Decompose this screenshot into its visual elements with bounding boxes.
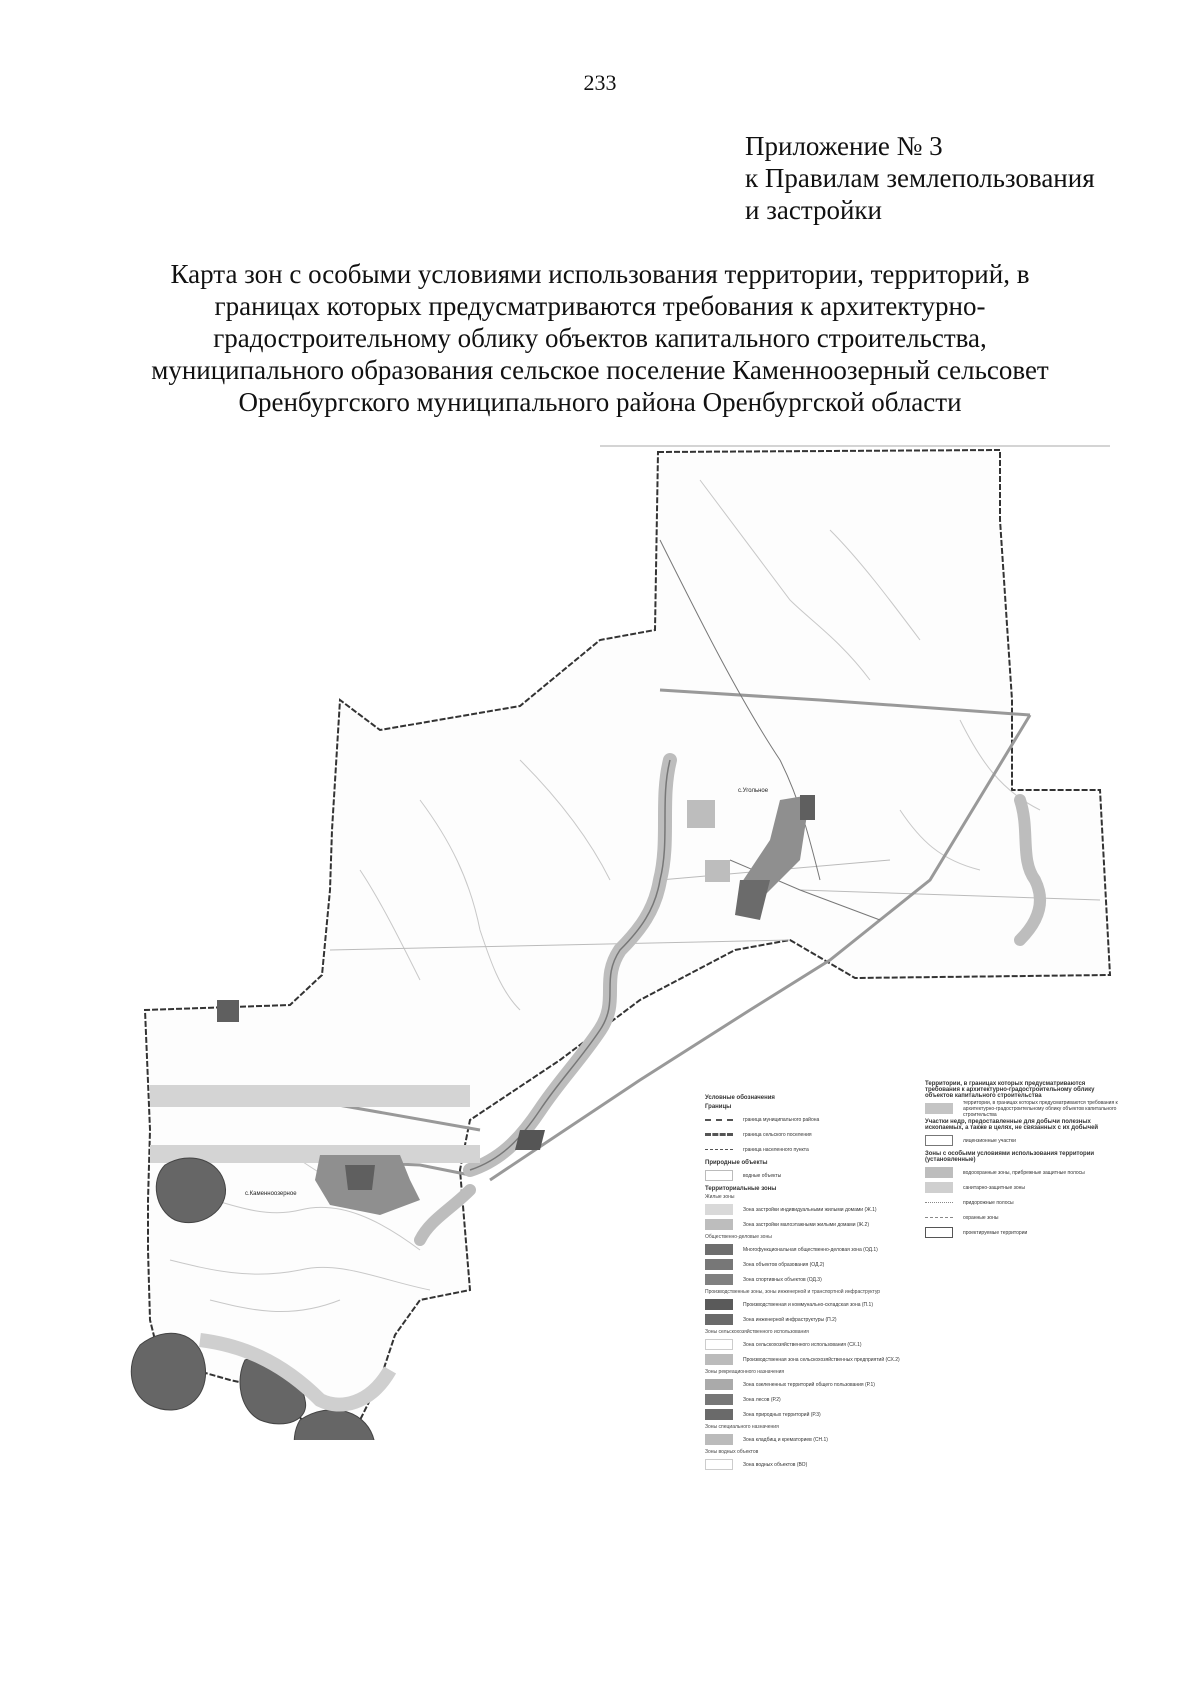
zone-patch xyxy=(800,795,815,820)
settlement-label-south: с.Каменноозерное xyxy=(245,1191,297,1197)
legend-swatch xyxy=(705,1244,733,1255)
zone-patch xyxy=(150,1085,470,1107)
legend-item: Зона сельскохозяйственного использования (СХ.1) xyxy=(705,1337,915,1352)
legend-section: Территориальные зоны xyxy=(705,1186,777,1192)
legend-item: граница муниципального района xyxy=(705,1112,915,1127)
legend-swatch xyxy=(705,1379,733,1390)
legend-item: Производственная зона сельскохозяйственных предприятий (СХ.2) xyxy=(705,1352,915,1367)
legend-left xyxy=(705,1092,915,1472)
legend-swatch xyxy=(705,1133,733,1136)
title-line: Карта зон с особыми условиями использования территории, территорий, в xyxy=(170,259,1030,289)
settlement-label-north: с.Угольное xyxy=(738,788,769,794)
legend-swatch xyxy=(705,1339,733,1350)
legend-swatch xyxy=(705,1434,733,1445)
legend-swatch xyxy=(925,1103,953,1114)
legend-item: Зона озелененных территорий общего пользования (Р.1) xyxy=(705,1377,915,1392)
legend-swatch xyxy=(705,1394,733,1405)
legend-item: Зона водных объектов (ВО) xyxy=(705,1457,915,1472)
legend-swatch xyxy=(705,1274,733,1285)
legend-item: проектируемые территории xyxy=(925,1225,1120,1240)
legend-item: Многофункциональная общественно-деловая зона (ОД.1) xyxy=(705,1242,915,1257)
legend-item: санитарно-защитные зоны xyxy=(925,1180,1120,1195)
legend-swatch xyxy=(925,1227,953,1238)
page-number: 233 xyxy=(583,70,617,95)
legend-item: водоохранные зоны, прибрежные защитные полосы xyxy=(925,1165,1120,1180)
legend-title: Условные обозначения xyxy=(705,1095,775,1101)
legend-item: граница сельского поселения xyxy=(705,1127,915,1142)
legend-item: придорожные полосы xyxy=(925,1195,1120,1210)
legend-item: Производственная и коммунально-складская зона (П.1) xyxy=(705,1297,915,1312)
legend-subsection: Производственные зоны, зоны инженерной и транспортной инфраструктур xyxy=(705,1289,881,1295)
legend-item: охранные зоны xyxy=(925,1210,1120,1225)
legend-swatch xyxy=(925,1182,953,1193)
legend-title: Территории, в границах которых предусматриваются требования к архитектурно-градостроительному облику объектов капитального строительства xyxy=(925,1081,1095,1099)
legend-section: Границы xyxy=(705,1104,732,1110)
legend-section: Участки недр, предоставленные для добычи полезных ископаемых, а также в целях, не связанных с их добычей xyxy=(925,1119,1099,1131)
legend-subsection: Зоны водных объектов xyxy=(705,1449,759,1455)
legend-swatch xyxy=(705,1259,733,1270)
legend-item: Зона лесов (Р.2) xyxy=(705,1392,915,1407)
title-line: муниципального образования сельское поселение Каменноозерный сельсовет xyxy=(151,355,1049,385)
zone-patch xyxy=(687,800,715,828)
lake xyxy=(131,1333,205,1410)
legend-section: Зоны с особыми условиями использования территории (установленные) xyxy=(925,1151,1095,1163)
public-zone xyxy=(345,1165,375,1190)
appendix-line: Приложение № 3 xyxy=(745,131,943,161)
legend-item: водные объекты xyxy=(705,1168,915,1183)
legend-item: Зона застройки малоэтажными жилыми домами (Ж.2) xyxy=(705,1217,915,1232)
legend-swatch xyxy=(925,1202,953,1203)
legend-swatch xyxy=(925,1217,953,1218)
legend-swatch xyxy=(705,1149,733,1150)
legend-item: Зона кладбищ и крематориев (СН.1) xyxy=(705,1432,915,1447)
appendix-heading xyxy=(745,130,1095,226)
legend-item: Зона инженерной инфраструктуры (П.2) xyxy=(705,1312,915,1327)
legend-item: территории, в границах которых предусматриваются требования к архитектурно-градостроительному облику объектов капитального строительства xyxy=(925,1101,1120,1116)
title-line: градостроительному облику объектов капитального строительства, xyxy=(213,323,987,353)
legend-swatch xyxy=(705,1409,733,1420)
legend-item: Зона природных территорий (Р.3) xyxy=(705,1407,915,1422)
lake xyxy=(156,1158,225,1223)
legend-section: Природные объекты xyxy=(705,1160,768,1166)
legend-swatch xyxy=(705,1314,733,1325)
legend-swatch xyxy=(705,1354,733,1365)
industrial-zone xyxy=(515,1130,545,1150)
legend-subsection: Зоны специального назначения xyxy=(705,1424,779,1430)
legend-swatch xyxy=(705,1459,733,1470)
legend-swatch xyxy=(705,1299,733,1310)
legend-swatch xyxy=(925,1167,953,1178)
appendix-line: и застройки xyxy=(745,195,882,225)
legend-item: Зона объектов образования (ОД.2) xyxy=(705,1257,915,1272)
appendix-line: к Правилам землепользования xyxy=(745,163,1095,193)
legend-swatch xyxy=(705,1119,733,1121)
legend-swatch xyxy=(705,1219,733,1230)
legend-subsection: Общественно-деловые зоны xyxy=(705,1234,772,1240)
legend-item: лицензионные участки xyxy=(925,1133,1120,1148)
legend-right xyxy=(925,1078,1120,1240)
zone-patch xyxy=(705,860,730,882)
legend-swatch xyxy=(705,1170,733,1181)
title-line: границах которых предусматриваются требования к архитектурно- xyxy=(214,291,986,321)
legend-subsection: Зоны сельскохозяйственного использования xyxy=(705,1329,809,1335)
legend-item: Зона застройки индивидуальными жилыми домами (Ж.1) xyxy=(705,1202,915,1217)
legend-swatch xyxy=(705,1204,733,1215)
map-title xyxy=(60,258,1140,418)
legend-subsection: Жилые зоны xyxy=(705,1194,735,1200)
title-line: Оренбургского муниципального района Оренбургской области xyxy=(238,387,962,417)
legend-item: граница населенного пункта xyxy=(705,1142,915,1157)
cemetery-zone xyxy=(217,1000,239,1022)
legend-item: Зона спортивных объектов (ОД.3) xyxy=(705,1272,915,1287)
legend-swatch xyxy=(925,1135,953,1146)
legend-subsection: Зоны рекреационного назначения xyxy=(705,1369,785,1375)
zone-map xyxy=(0,440,1200,1440)
